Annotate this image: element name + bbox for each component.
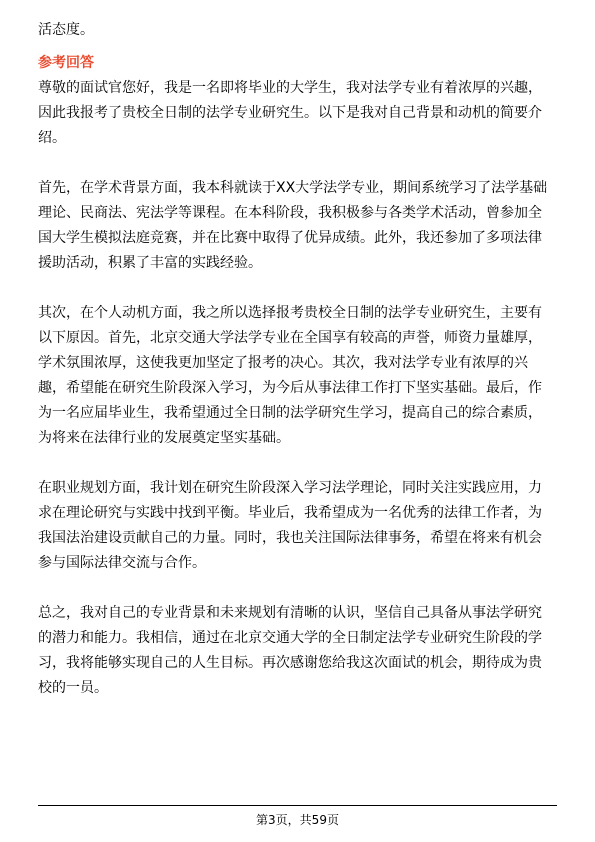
- paragraph-line: 的潜力和能力。我相信，通过在北京交通大学的全日制定法学专业研究生阶段的学: [38, 630, 542, 646]
- paragraph-gap: [38, 451, 558, 476]
- answer-heading: 参考回答: [38, 55, 94, 71]
- paragraph-line: 尊敬的面试官您好，我是一名即将毕业的大学生，我对法学专业有着浓厚的兴趣，: [38, 80, 542, 96]
- paragraph-line: 趣，希望能在研究生阶段深入学习，为今后从事法律工作打下坚实基础。最后，作: [38, 380, 542, 396]
- paragraph-line: 参与国际法律交流与合作。: [38, 555, 206, 571]
- paragraph-line: 我国法治建设贡献自己的力量。同时，我也关注国际法律事务，希望在将来有机会: [38, 530, 542, 546]
- paragraph-line: 因此我报考了贵校全日制的法学专业研究生。以下是我对自己背景和动机的简要介: [38, 105, 542, 121]
- paragraph-line: 国大学生模拟法庭竞赛，并在比赛中取得了优异成绩。此外，我还参加了多项法律: [38, 230, 542, 246]
- paragraph-line: 校的一员。: [38, 680, 108, 696]
- paragraph-line: 首先，在学术背景方面，我本科就读于XX大学法学专业，期间系统学习了法学基础: [38, 180, 548, 196]
- paragraph-gap: [38, 576, 558, 601]
- paragraph-line: 其次，在个人动机方面，我之所以选择报考贵校全日制的法学专业研究生，主要有: [38, 305, 542, 321]
- paragraph-line: 总之，我对自己的专业背景和未来规划有清晰的认识，坚信自己具备从事法学研究: [38, 605, 542, 621]
- footer-divider: [38, 805, 557, 806]
- paragraph: [38, 476, 558, 576]
- answer-body: [38, 76, 558, 701]
- paragraph: [38, 176, 558, 276]
- paragraph-line: 援助活动，积累了丰富的实践经验。: [38, 255, 262, 271]
- paragraph-line: 绍。: [38, 130, 66, 146]
- page-number: 第3页，共59页: [256, 813, 339, 827]
- paragraph-line: 理论、民商法、宪法学等课程。在本科阶段，我积极参与各类学术活动，曾参加全: [38, 205, 542, 221]
- paragraph: [38, 601, 558, 701]
- paragraph: [38, 76, 558, 151]
- page-content: [38, 18, 558, 701]
- paragraph-gap: [38, 151, 558, 176]
- paragraph-gap: [38, 276, 558, 301]
- paragraph-line: 为将来在法律行业的发展奠定坚实基础。: [38, 430, 290, 446]
- paragraph-line: 以下原因。首先，北京交通大学法学专业在全国享有较高的声誉，师资力量雄厚，: [38, 330, 542, 346]
- paragraph-line: 为一名应届毕业生，我希望通过全日制的法学研究生学习，提高自己的综合素质，: [38, 405, 542, 421]
- paragraph-line: 习，我将能够实现自己的人生目标。再次感谢您给我这次面试的机会，期待成为贵: [38, 655, 542, 671]
- paragraph-line: 求在理论研究与实践中找到平衡。毕业后，我希望成为一名优秀的法律工作者，为: [38, 505, 542, 521]
- continuation-line: 活态度。: [38, 22, 94, 38]
- paragraph-line: 在职业规划方面，我计划在研究生阶段深入学习法学理论，同时关注实践应用，力: [38, 480, 542, 496]
- paragraph-line: 学术氛围浓厚，这使我更加坚定了报考的决心。其次，我对法学专业有浓厚的兴: [38, 355, 528, 371]
- paragraph: [38, 301, 558, 451]
